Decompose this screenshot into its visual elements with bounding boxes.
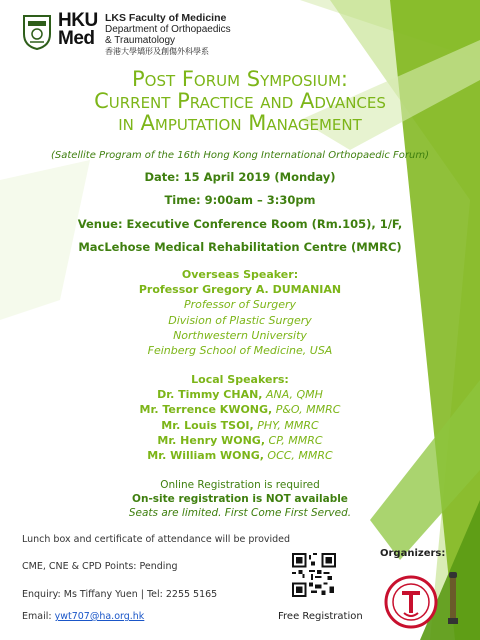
speaker-role: CP, MMRC — [268, 434, 323, 447]
subtitle: (Satellite Program of the 16th Hong Kong International Orthopaedic Forum) — [51, 150, 429, 161]
speaker-role: PHY, MMRC — [257, 419, 319, 432]
local-speaker — [0, 434, 480, 447]
event-date: Date: 15 April 2019 (Monday) — [144, 170, 336, 184]
local-heading: Local Speakers: — [191, 373, 289, 386]
overseas-title-3: Northwestern University — [173, 329, 307, 342]
overseas-title-1: Professor of Surgery — [183, 298, 297, 311]
speaker-role: ANA, QMH — [265, 388, 323, 401]
email-line — [22, 611, 144, 622]
overseas-speaker-name: Professor Gregory A. DUMANIAN — [138, 283, 342, 296]
overseas-title-4: Feinberg School of Medicine, USA — [147, 344, 333, 357]
hospital-seal-icon — [384, 575, 438, 629]
organizers-label: Organizers: — [380, 548, 446, 559]
registration-seats: Seats are limited. First Come First Served. — [128, 507, 352, 519]
cme-points: CME, CNE & CPD Points: Pending — [22, 561, 178, 572]
event-venue-line2: MacLehose Medical Rehabilitation Centre (MMRC) — [78, 240, 402, 254]
speaker-role: OCC, MMRC — [267, 449, 333, 462]
local-speaker — [0, 403, 480, 416]
speaker-name: Mr. Henry WONG, — [157, 434, 266, 447]
local-speaker — [0, 419, 480, 432]
event-time: Time: 9:00am – 3:30pm — [164, 193, 316, 207]
symposium-title — [0, 68, 480, 134]
title-line-3: in Amputation Management — [118, 111, 362, 135]
speaker-name: Dr. Timmy CHAN, — [157, 388, 263, 401]
overseas-title-2: Division of Plastic Surgery — [168, 314, 312, 327]
email-link[interactable]: ywt707@ha.org.hk — [54, 611, 145, 622]
email-label: Email: — [22, 611, 55, 622]
title-line-1: Post Forum Symposium: — [132, 67, 348, 91]
event-venue-line1: Venue: Executive Conference Room (Rm.105), 1/F, — [77, 217, 403, 231]
department-chinese-name: 香港大學矯形及創傷外科學系 — [105, 47, 209, 56]
hku-crest-icon — [22, 14, 52, 50]
tower-logo-icon — [446, 570, 460, 626]
qr-code-icon[interactable] — [292, 553, 336, 597]
hku-logo-line2: Med — [58, 28, 95, 49]
registration-required: Online Registration is required — [160, 479, 320, 491]
hku-med-logo — [58, 12, 98, 48]
department-block — [105, 13, 231, 57]
overseas-heading: Overseas Speaker: — [181, 268, 299, 281]
local-speaker — [0, 388, 480, 401]
lunch-note: Lunch box and certificate of attendance will be provided — [22, 534, 291, 545]
local-speaker — [0, 449, 480, 462]
department-name-line1: Department of Orthopaedics — [105, 24, 231, 35]
title-line-2: Current Practice and Advances — [94, 89, 386, 113]
enquiry-contact: Enquiry: Ms Tiffany Yuen | Tel: 2255 5165 — [22, 589, 218, 600]
speaker-name: Mr. Terrence KWONG, — [139, 403, 273, 416]
registration-onsite: On-site registration is NOT available — [132, 493, 348, 505]
free-registration-label: Free Registration — [278, 611, 363, 622]
speaker-name: Mr. Louis TSOI, — [161, 419, 254, 432]
hku-logo-line1: HKU — [58, 10, 98, 31]
speaker-name: Mr. William WONG, — [147, 449, 264, 462]
speaker-role: P&O, MMRC — [275, 403, 341, 416]
faculty-name: LKS Faculty of Medicine — [105, 12, 227, 24]
department-name-line2: & Traumatology — [105, 35, 176, 46]
